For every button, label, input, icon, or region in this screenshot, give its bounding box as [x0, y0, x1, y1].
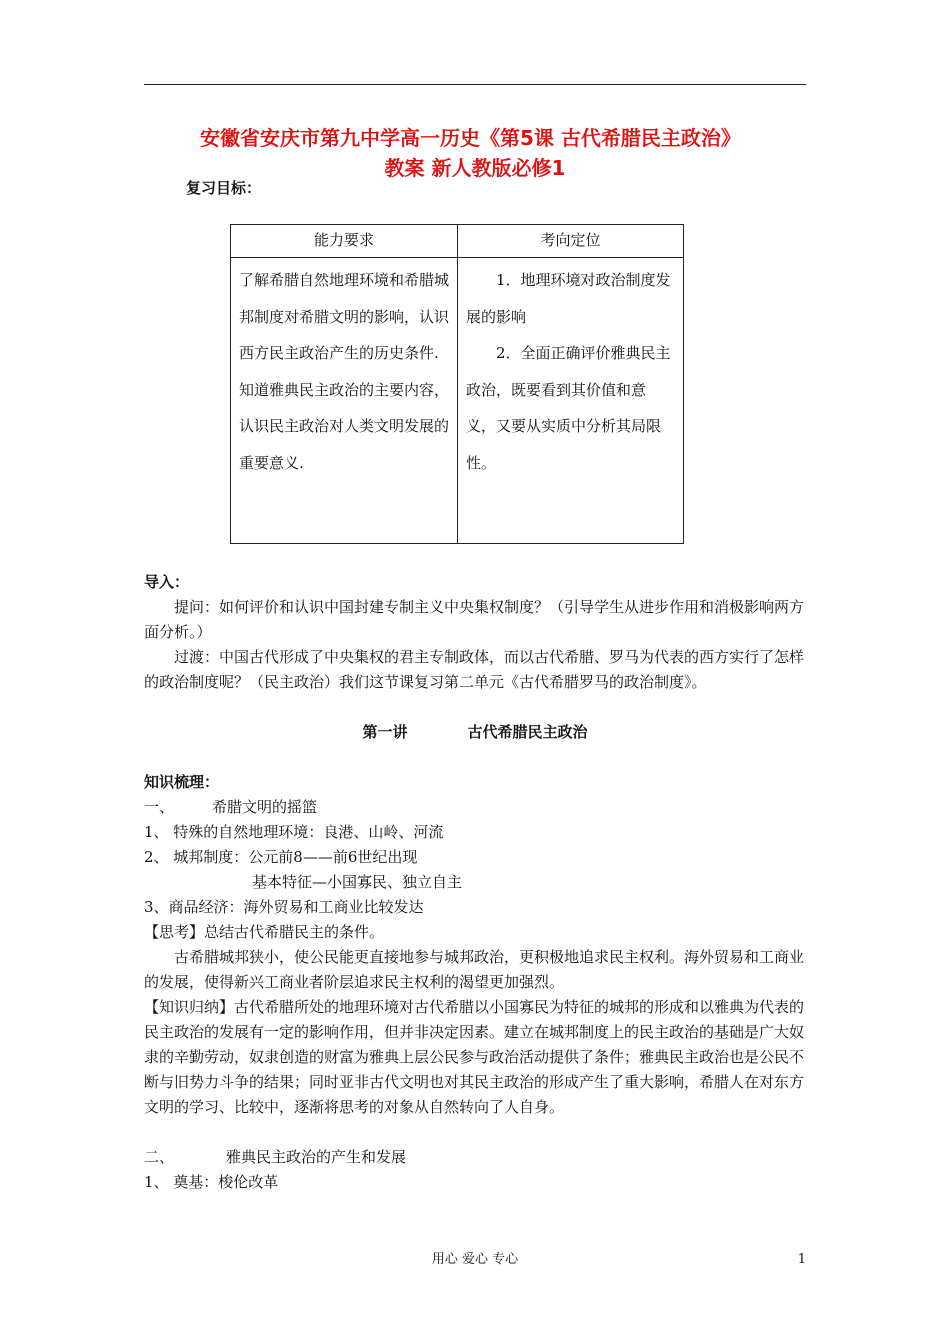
section-2-title: 雅典民主政治的产生和发展: [226, 1148, 407, 1166]
think-tag: 【思考】: [144, 923, 205, 941]
focus-item: 1．地理环境对政治制度发展的影响: [466, 271, 671, 326]
think-text: 总结古代希腊民主的条件。: [204, 923, 385, 941]
document-title-line-1: 安徽省安庆市第九中学高一历史《第5课 古代希腊民主政治》: [200, 126, 741, 150]
item-3: 3、商品经济：海外贸易和工商业比较发达: [144, 898, 424, 916]
page-number: 1: [797, 1252, 806, 1267]
summary-block: [144, 995, 808, 1120]
lecture-heading: [144, 720, 806, 745]
summary-tag: 【知识归纳】: [144, 998, 235, 1016]
summary-text: 古代希腊所处的地理环境对古代希腊以小国寡民为特征的城邦的形成和以雅典为代表的民主政治的发展有一定的影响作用，但并非决定因素。建立在城邦制度上的民主政治的基础是广大奴隶的辛勤劳动，奴隶创造的财富为雅典上层公民参与政治活动提供了条件；雅典民主政治也是公民不断与旧势力斗争的结果；同时亚非古代文明也对其民主政治的形成产生了重大影响，希腊人在对东方文明的学习、比较中，逐渐将思考的对象从自然转向了人自身。: [144, 998, 805, 1116]
section-1-number: 一、: [144, 798, 175, 816]
ability-item: 了解希腊自然地理环境和希腊城邦制度对希腊文明的影响，认识西方民主政治产生的历史条件.: [239, 271, 450, 362]
think-answer: 古希腊城邦狭小，使公民能更直接地参与城邦政治，更积极地追求民主权利。海外贸易和工商业的发展，使得新兴工商业者阶层追求民主权利的渴望更加强烈。: [144, 948, 805, 991]
focus-cell: [458, 258, 684, 544]
lecture-number: 第一讲: [362, 723, 408, 741]
review-goals-label: 复习目标：: [186, 179, 262, 197]
ability-cell: [231, 258, 458, 544]
knowledge-label: 知识梳理：: [144, 773, 220, 791]
item-2-sub: 基本特征—小国寡民、独立自主: [252, 873, 463, 891]
intro-question: 提问：如何评价和认识中国封建专制主义中央集权制度？（引导学生从进步作用和消极影响两方面分析。）: [144, 598, 805, 641]
think-answer-block: [144, 945, 808, 995]
objectives-table: [230, 224, 684, 544]
section-2-item-1: 1、 奠基：梭伦改革: [144, 1173, 279, 1191]
section-2-number: 二、: [144, 1148, 175, 1166]
item-2: 2、 城邦制度：公元前8——前6世纪出现: [144, 848, 418, 866]
think-block: [144, 920, 384, 945]
header-rule: [144, 84, 806, 85]
intro-section: [144, 595, 808, 695]
table-header-ability: 能力要求: [231, 225, 458, 258]
footer-slogan: 用心 爱心 专心: [431, 1252, 519, 1267]
item-1: 1、 特殊的自然地理环境：良港、山岭、河流: [144, 823, 444, 841]
document-title-line-2: 教案 新人教版必修1: [384, 156, 566, 180]
intro-transition: 过渡：中国古代形成了中央集权的君主专制政体，而以古代希腊、罗马为代表的西方实行了怎样的政治制度呢？（民主政治）我们这节课复习第二单元《古代希腊罗马的政治制度》。: [144, 648, 805, 691]
ability-item: 知道雅典民主政治的主要内容，认识民主政治对人类文明发展的重要意义.: [239, 380, 450, 472]
intro-label: 导入：: [144, 573, 190, 591]
lecture-name: 古代希腊民主政治: [467, 723, 588, 741]
table-header-focus: 考向定位: [458, 225, 684, 258]
focus-item: 2．全面正确评价雅典民主政治，既要看到其价值和意义，又要从实质中分析其局限性。: [466, 344, 671, 472]
section-1-title: 希腊文明的摇篮: [212, 798, 318, 816]
